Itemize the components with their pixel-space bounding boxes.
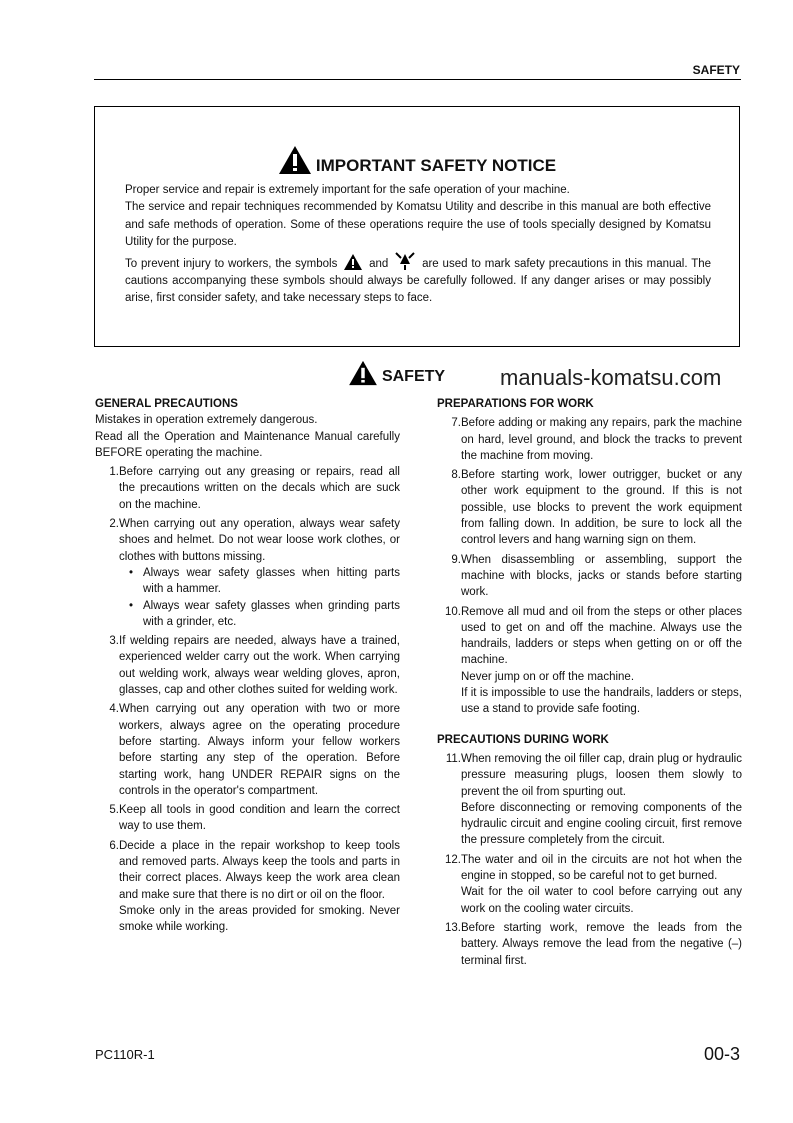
item-text: When carrying out any operation, always wear safety shoes and helmet. Do not wear loose work clothes, or clothes with buttons missing. [119,518,400,563]
notice-text: are used to mark safety precautions in this manual. The cautions accompanying these symbols should always be carefully followed. If any danger arises or may possibly arise, first consider safety, and take necessary steps to face. [125,257,712,305]
notice-text: To prevent injury to workers, the symbols [125,257,338,270]
bullet-item: • Always wear safety glasses when hitting parts with a hammer. [119,565,400,598]
list-item [95,838,400,936]
page-number: 00-3 [703,1044,740,1064]
intro-text: Read all the Operation and Maintenance Manual carefully BEFORE operating the machine. [95,430,400,459]
item-text: Keep all tools in good condition and learn the correct way to use them. [119,804,400,833]
item-number: 2. [109,518,119,531]
item-text: Wait for the oil water to cool before carrying out any work on the cooling water circuits. [461,886,742,915]
list-item [437,920,742,969]
left-column [95,396,400,936]
notice-symbols-line [125,252,711,308]
item-number: 11. [445,752,461,765]
bullet-item: • Always wear safety glasses when grinding parts with a grinder, etc. [119,598,400,631]
item-text: Before adding or making any repairs, park the machine on hard, level ground, and block the tracks to prevent the machine from moving. [461,417,742,462]
item-text: Decide a place in the repair workshop to keep tools and removed parts. Always keep the tools and parts in their correct places. Always keep the work area clean and make sure that there is no dirt or oil on the floor. [119,839,400,901]
item-number: 10. [445,605,461,618]
safety-alert-symbol-icon [395,252,415,270]
preparations-heading: PREPARATIONS FOR WORK [437,398,594,410]
general-precautions-heading: GENERAL PRECAUTIONS [95,398,238,410]
warning-triangle-icon [344,254,362,270]
list-item [437,467,742,548]
list-item [437,415,742,464]
item-number: 7. [451,417,461,430]
notice-line: The service and repair techniques recommended by Komatsu Utility and describe in this manual are both effective and safe methods of operation. Some of these operations require the use of tools specially designed by Komatsu Utility for the purpose. [125,201,711,249]
list-item [437,552,742,601]
item-text: Before starting work, lower outrigger, bucket or any other work equipment to the ground. If this is not possible, use blocks to prevent the work equipment from falling down. In addition, be sure to lock all the control levers and hang warning sign on them. [461,469,742,547]
list-item [95,701,400,799]
intro-text: Mistakes in operation extremely dangerous. [95,414,318,427]
notice-body [125,182,711,308]
list-item [95,516,400,630]
list-item [95,464,400,513]
bullet-text: Always wear safety glasses when grinding parts with a grinder, etc. [143,599,400,628]
watermark: manuals-komatsu.com [500,365,722,390]
list-item [437,604,742,718]
notice-title [95,145,739,176]
model-number: PC110R-1 [95,1047,155,1062]
during-work-heading: PRECAUTIONS DURING WORK [437,733,609,746]
item-text: If it is impossible to use the handrails, ladders or steps, use a stand to provide safe footing. [461,687,742,716]
right-column [437,396,742,969]
notice-line: Proper service and repair is extremely important for the safe operation of your machine. [125,184,570,196]
item-text: The water and oil in the circuits are not hot when the engine in stopped, so be careful not to get burned. [461,853,742,883]
item-number: 12. [445,853,461,866]
item-text: When disassembling or assembling, support the machine with blocks, jacks or stands before starting work. [461,553,742,599]
section-title-text: SAFETY [381,368,446,385]
item-number: 3. [109,635,119,648]
item-text: Never jump on or off the machine. [461,670,635,683]
list-item [437,852,742,917]
list-item [95,802,400,835]
warning-triangle-icon [348,360,378,386]
item-number: 9. [451,553,461,566]
notice-text: and [369,257,389,270]
item-text: Before starting work, remove the leads from the battery. Always remove the lead from the negative (–) terminal first. [461,921,742,967]
item-number: 6. [109,839,119,852]
item-number: 13. [445,921,461,934]
item-text: Smoke only in the areas provided for smoking. Never smoke while working. [119,904,400,934]
item-text: When removing the oil filler cap, drain plug or hydraulic pressure measuring plugs, loosen them slowly to prevent the oil from spurting out. [461,752,742,798]
item-text: Before carrying out any greasing or repairs, read all the precautions written on the decals which are suck on the machine. [119,466,400,511]
notice-title-text: IMPORTANT SAFETY NOTICE [315,156,557,175]
section-header: SAFETY [692,63,740,77]
item-number: 8. [451,469,461,482]
list-item [95,633,400,698]
item-text: When carrying out any operation with two or more workers, always agree on the operating procedure before starting. Always inform your fellow workers before starting any step of the operation. Before starting work, hang UNDER REPAIR signs on the controls in the operator's compartment. [119,703,400,797]
bullet-text: Always wear safety glasses when hitting parts with a hammer. [143,566,400,596]
warning-triangle-icon [278,145,312,175]
important-safety-notice-box [94,106,740,347]
item-number: 4. [109,703,119,716]
item-text: Remove all mud and oil from the steps or other places used to get on and off the machine. Always use the handrails, ladders or steps when getting on or off the machine. [461,605,742,667]
header-rule [94,79,741,80]
list-item [437,751,742,849]
item-number: 1. [109,466,119,479]
item-text: If welding repairs are needed, always have a trained, experienced welder carry out the work. When carrying out welding work, always wear welding gloves, apron, glasses, cap and other clothes suited for welding work. [119,635,400,697]
item-text: Before disconnecting or removing components of the hydraulic circuit and engine cooling circuit, first remove the pressure completely from the circuit. [461,801,742,847]
item-number: 5. [109,804,119,817]
